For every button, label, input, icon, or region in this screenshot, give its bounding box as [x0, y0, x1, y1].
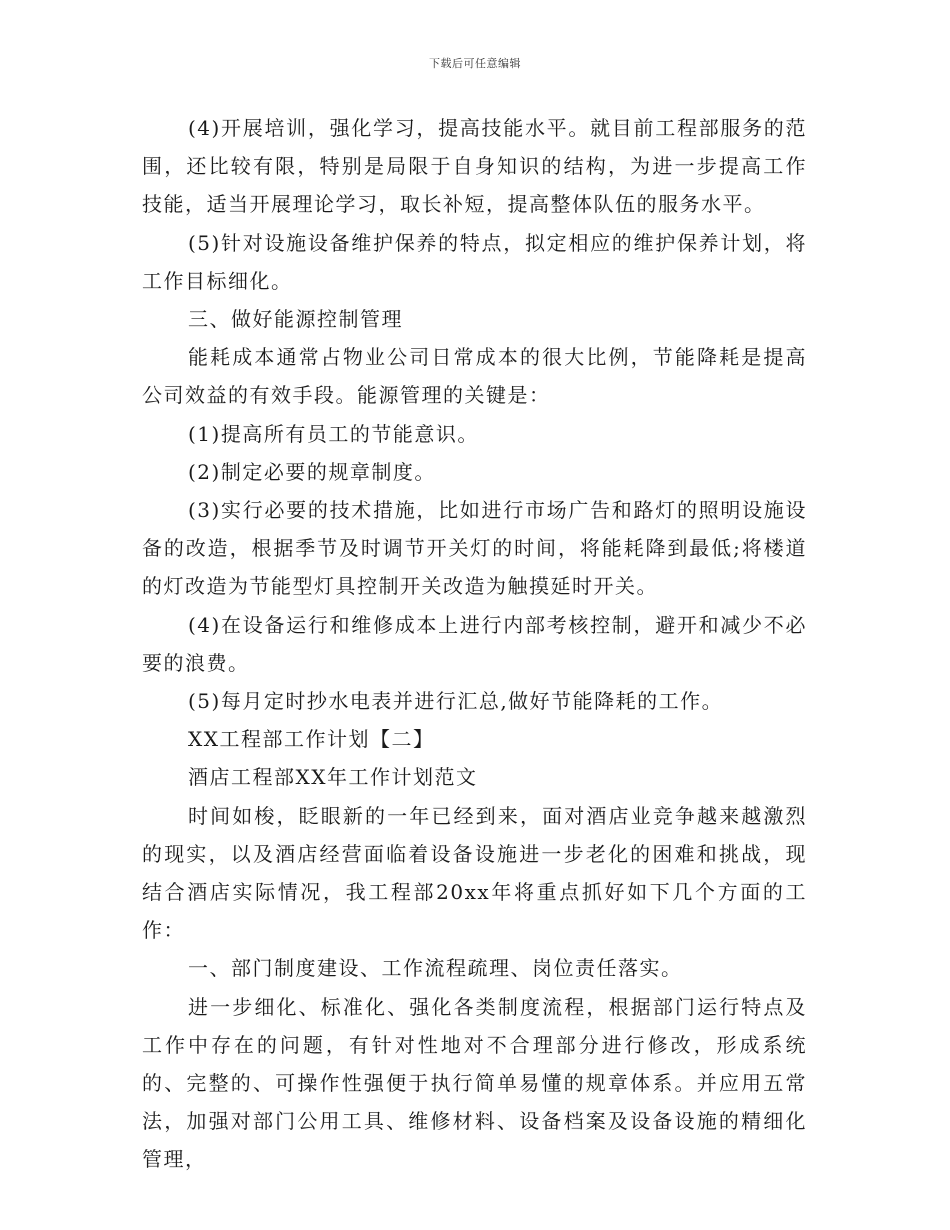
paragraph-energy-intro: 能耗成本通常占物业公司日常成本的很大比例，节能降耗是提高公司效益的有效手段。能源管理的关键是： [142, 345, 807, 408]
paragraph-training: (4)开展培训，强化学习，提高技能水平。就目前工程部服务的范围，还比较有限，特别是局限于自身知识的结构，为进一步提高工作技能，适当开展理论学习，取长补短，提高整体队伍的服务水平。 [142, 116, 807, 217]
paragraph-hotel-intro: 时间如梭，眨眼新的一年已经到来，面对酒店业竞争越来越激烈的现实，以及酒店经营面临着设备设施进一步老化的困难和挑战，现结合酒店实际情况，我工程部20xx年将重点抓好如下几个方面的工作： [142, 803, 807, 943]
section-heading-system: 一、部门制度建设、工作流程疏理、岗位责任落实。 [188, 956, 683, 981]
section-subtitle-hotel: 酒店工程部XX年工作计划范文 [188, 765, 478, 790]
list-item-cost-control: (4)在设备运行和维修成本上进行内部考核控制，避开和减少不必要的浪费。 [142, 612, 807, 675]
paragraph-maintenance-plan: (5)针对设施设备维护保养的特点，拟定相应的维护保养计划，将工作目标细化。 [142, 230, 807, 293]
list-item-meter-reading: (5)每月定时抄水电表并进行汇总,做好节能降耗的工作。 [188, 689, 724, 714]
section-heading-energy: 三、做好能源控制管理 [188, 307, 403, 332]
document-body [142, 109, 807, 1179]
list-item-awareness: (1)提高所有员工的节能意识。 [188, 421, 479, 446]
page-header: 下载后可任意编辑 [429, 57, 521, 70]
section-title-plan-two: XX工程部工作计划【二】 [188, 727, 435, 752]
list-item-technical: (3)实行必要的技术措施，比如进行市场广告和路灯的照明设施设备的改造，根据季节及时调节开关灯的时间，将能耗降到最低;将楼道的灯改造为节能型灯具控制开关改造为触摸延时开关。 [142, 498, 807, 599]
list-item-rules: (2)制定必要的规章制度。 [188, 459, 436, 484]
paragraph-system-detail: 进一步细化、标准化、强化各类制度流程，根据部门运行特点及工作中存在的问题，有针对性地对不合理部分进行修改，形成系统的、完整的、可操作性强便于执行简单易懂的规章体系。并应用五常法，加强对部门公用工具、维修材料、设备档案及设备设施的精细化管理， [142, 994, 807, 1172]
